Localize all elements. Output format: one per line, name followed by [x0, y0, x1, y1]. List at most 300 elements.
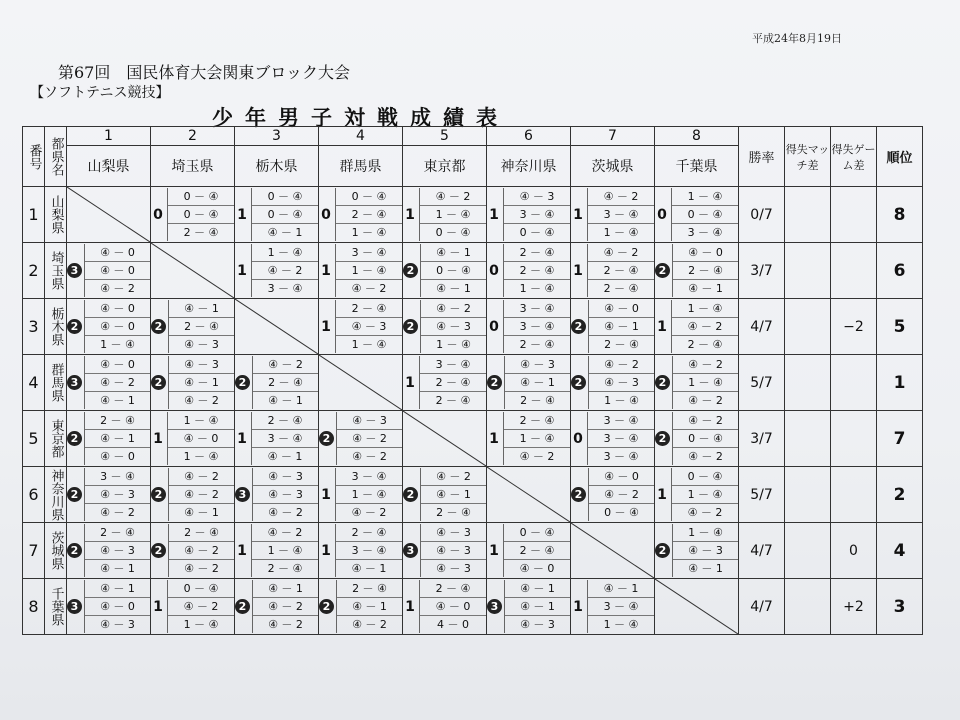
game-scores — [672, 356, 738, 409]
event-title: 第67回 国民体育大会関東ブロック大会 — [58, 63, 351, 82]
match-cell — [319, 467, 403, 523]
match-cell — [235, 187, 319, 243]
col-number: 5 — [403, 127, 487, 146]
game-diff-header: 得失ゲーム差 — [831, 127, 877, 187]
win-rate: 4/7 — [739, 579, 785, 635]
game-score: 3 － ④ — [504, 206, 570, 224]
match-wins-circled: 2 — [151, 543, 166, 558]
game-scores — [251, 524, 318, 577]
game-scores — [84, 356, 150, 409]
game-score: ④ － 1 — [85, 580, 150, 598]
match-wins-circled: 2 — [67, 543, 82, 558]
row-number: 5 — [23, 411, 45, 467]
game-diff: +2 — [831, 579, 877, 635]
col-number: 7 — [571, 127, 655, 146]
row-number: 4 — [23, 355, 45, 411]
game-score: 2 － ④ — [673, 262, 738, 280]
diagonal-line — [67, 187, 150, 242]
game-score: 2 － ④ — [687, 338, 723, 351]
match-cell — [487, 411, 571, 467]
rank: 2 — [877, 467, 923, 523]
sport-label: 【ソフトテニス競技】 — [30, 85, 170, 101]
game-diff — [831, 467, 877, 523]
match-wins: 1 — [237, 542, 247, 559]
game-score: 1 － ④ — [504, 430, 570, 448]
match-wins: 0 — [573, 430, 583, 447]
game-scores — [503, 412, 570, 465]
self-match-cell — [571, 523, 655, 579]
match-wins: 1 — [573, 598, 583, 615]
table-row — [23, 299, 923, 355]
game-score: 2 － ④ — [420, 580, 486, 598]
match-diff — [785, 355, 831, 411]
game-score: ④ － 2 — [352, 618, 387, 631]
match-wins: 1 — [237, 206, 247, 223]
game-score: ④ － 0 — [85, 356, 150, 374]
game-score: ④ － 2 — [169, 486, 234, 504]
game-score: 1 － ④ — [673, 374, 738, 392]
game-scores — [167, 412, 234, 465]
match-wins-circled: 2 — [655, 431, 670, 446]
game-score: 0 － ④ — [168, 188, 234, 206]
game-scores — [671, 188, 738, 241]
game-score: ④ － 2 — [589, 356, 654, 374]
match-wins-circled: 2 — [67, 431, 82, 446]
rank: 7 — [877, 411, 923, 467]
self-match-cell — [67, 187, 151, 243]
game-score: ④ － 1 — [253, 580, 318, 598]
match-wins: 1 — [321, 318, 331, 335]
match-cell — [571, 187, 655, 243]
game-score: 1 － ④ — [672, 300, 738, 318]
game-score: ④ － 0 — [100, 450, 135, 463]
self-match-cell — [151, 243, 235, 299]
match-wins-circled: 2 — [571, 319, 586, 334]
prefecture-header: 都県名 — [45, 127, 67, 187]
match-diff — [785, 187, 831, 243]
game-scores — [252, 468, 318, 521]
game-scores — [168, 524, 234, 577]
win-rate: 3/7 — [739, 411, 785, 467]
match-cell — [151, 299, 235, 355]
table-row — [23, 187, 923, 243]
game-score: 2 － ④ — [337, 580, 402, 598]
match-diff — [785, 411, 831, 467]
col-prefecture: 埼玉県 — [151, 146, 235, 187]
game-scores — [504, 356, 570, 409]
game-score: ④ － 1 — [421, 244, 486, 262]
game-scores — [336, 412, 402, 465]
self-match-cell — [655, 579, 739, 635]
match-wins-circled: 3 — [67, 375, 82, 390]
game-score: ④ － 2 — [420, 188, 486, 206]
game-scores — [504, 580, 570, 633]
game-scores — [84, 244, 150, 297]
game-scores — [168, 300, 234, 353]
game-scores — [671, 468, 738, 521]
match-cell — [655, 411, 739, 467]
game-score: ④ － 2 — [253, 356, 318, 374]
match-cell — [403, 579, 487, 635]
game-score: ④ － 2 — [673, 356, 738, 374]
match-wins-circled: 2 — [655, 543, 670, 558]
match-cell — [67, 579, 151, 635]
col-prefecture: 群馬県 — [319, 146, 403, 187]
match-cell — [487, 187, 571, 243]
results-body — [23, 187, 923, 635]
diagonal-line — [655, 579, 738, 634]
game-diff — [831, 355, 877, 411]
match-cell — [319, 187, 403, 243]
game-scores — [503, 188, 570, 241]
game-scores — [587, 412, 654, 465]
game-score: ④ － 0 — [589, 468, 654, 486]
game-score: ④ － 3 — [100, 618, 135, 631]
match-cell — [655, 467, 739, 523]
game-score: ④ － 2 — [672, 318, 738, 336]
match-wins-circled: 3 — [487, 599, 502, 614]
match-wins-circled: 2 — [403, 487, 418, 502]
match-wins: 1 — [573, 206, 583, 223]
game-score: ④ － 1 — [588, 580, 654, 598]
game-score: 2 － ④ — [420, 374, 486, 392]
match-cell — [151, 355, 235, 411]
game-score: 2 － ④ — [169, 524, 234, 542]
game-scores — [252, 580, 318, 633]
game-score: ④ － 2 — [351, 506, 387, 519]
match-cell — [67, 243, 151, 299]
game-score: 1 － ④ — [351, 338, 387, 351]
game-score: 3 － ④ — [252, 430, 318, 448]
match-cell — [67, 355, 151, 411]
game-score: ④ － 2 — [352, 450, 387, 463]
self-match-cell — [235, 299, 319, 355]
match-cell — [67, 299, 151, 355]
match-diff — [785, 579, 831, 635]
row-prefecture: 茨城県 — [45, 523, 67, 579]
game-score: ④ － 1 — [337, 598, 402, 616]
col-number: 1 — [67, 127, 151, 146]
match-cell — [655, 187, 739, 243]
match-wins-circled: 2 — [487, 375, 502, 390]
match-diff — [785, 523, 831, 579]
game-score: ④ － 2 — [421, 300, 486, 318]
game-score: 1 － ④ — [183, 450, 219, 463]
game-score: 0 － ④ — [504, 524, 570, 542]
win-rate-header: 勝率 — [739, 127, 785, 187]
game-score: 1 － ④ — [436, 338, 471, 351]
match-cell — [571, 411, 655, 467]
game-score: 2 － ④ — [336, 300, 402, 318]
game-score: 3 － ④ — [336, 542, 402, 560]
game-diff: 0 — [831, 523, 877, 579]
game-score: ④ － 3 — [169, 356, 234, 374]
game-score: 3 － ④ — [420, 356, 486, 374]
match-cell — [67, 523, 151, 579]
game-score: ④ － 1 — [100, 394, 135, 407]
game-diff: −2 — [831, 299, 877, 355]
game-score: 4 － 0 — [437, 618, 469, 631]
game-scores — [419, 356, 486, 409]
game-scores — [84, 412, 150, 465]
game-scores — [419, 580, 486, 633]
row-number: 1 — [23, 187, 45, 243]
self-match-cell — [403, 411, 487, 467]
game-scores — [251, 412, 318, 465]
game-score: 1 － ④ — [519, 282, 555, 295]
game-score: ④ － 2 — [169, 542, 234, 560]
match-cell — [319, 243, 403, 299]
match-wins-circled: 2 — [67, 487, 82, 502]
game-score: 2 － ④ — [252, 412, 318, 430]
results-table — [22, 126, 923, 635]
game-score: 2 － ④ — [435, 394, 471, 407]
match-wins: 1 — [657, 318, 667, 335]
game-score: ④ － 3 — [85, 542, 150, 560]
match-wins-circled: 2 — [655, 263, 670, 278]
table-row — [23, 523, 923, 579]
game-score: 0 － ④ — [336, 188, 402, 206]
match-wins-circled: 3 — [403, 543, 418, 558]
match-wins-circled: 3 — [67, 599, 82, 614]
match-cell — [151, 579, 235, 635]
match-wins-circled: 2 — [151, 375, 166, 390]
game-score: ④ － 3 — [184, 338, 219, 351]
match-wins-circled: 2 — [319, 599, 334, 614]
rank: 3 — [877, 579, 923, 635]
game-score: 3 － ④ — [603, 450, 639, 463]
game-scores — [420, 244, 486, 297]
game-score: ④ － 2 — [169, 468, 234, 486]
game-scores — [336, 580, 402, 633]
game-score: ④ － 2 — [337, 430, 402, 448]
game-score: 2 － ④ — [603, 282, 639, 295]
game-score: 0 － ④ — [168, 580, 234, 598]
win-rate: 3/7 — [739, 243, 785, 299]
col-prefecture: 山梨県 — [67, 146, 151, 187]
game-score: ④ － 1 — [436, 282, 471, 295]
game-score: 2 － ④ — [253, 374, 318, 392]
game-score: ④ － 0 — [85, 262, 150, 280]
match-cell — [235, 579, 319, 635]
row-prefecture: 千葉県 — [45, 579, 67, 635]
match-wins-circled: 3 — [235, 487, 250, 502]
match-wins-circled: 2 — [67, 319, 82, 334]
game-score: 2 － ④ — [336, 206, 402, 224]
game-score: 3 － ④ — [504, 300, 570, 318]
game-score: 1 － ④ — [351, 226, 387, 239]
game-score: 1 － ④ — [252, 542, 318, 560]
match-wins-circled: 2 — [319, 431, 334, 446]
match-wins-circled: 2 — [151, 487, 166, 502]
match-cell — [487, 355, 571, 411]
game-score: ④ － 1 — [351, 562, 387, 575]
match-wins-circled: 2 — [571, 375, 586, 390]
match-wins: 1 — [405, 374, 415, 391]
match-cell — [151, 523, 235, 579]
game-score: 1 － ④ — [672, 486, 738, 504]
match-diff-header: 得失マッチ差 — [785, 127, 831, 187]
match-wins-circled: 2 — [655, 375, 670, 390]
game-scores — [587, 244, 654, 297]
match-wins: 1 — [489, 206, 499, 223]
match-wins: 1 — [237, 430, 247, 447]
match-wins-circled: 2 — [151, 319, 166, 334]
match-wins: 1 — [237, 262, 247, 279]
match-cell — [235, 355, 319, 411]
game-score: 3 － ④ — [267, 282, 303, 295]
game-score: ④ － 1 — [505, 580, 570, 598]
row-prefecture: 山梨県 — [45, 187, 67, 243]
game-score: ④ － 3 — [436, 562, 471, 575]
game-score: 2 － ④ — [85, 412, 150, 430]
row-prefecture: 東京都 — [45, 411, 67, 467]
self-match-cell — [487, 467, 571, 523]
game-score: 1 － ④ — [420, 206, 486, 224]
match-cell — [319, 299, 403, 355]
game-score: ④ － 0 — [85, 318, 150, 336]
game-score: ④ － 3 — [520, 618, 555, 631]
col-prefecture: 東京都 — [403, 146, 487, 187]
game-score: ④ － 1 — [589, 318, 654, 336]
game-scores — [335, 188, 402, 241]
diagonal-line — [403, 411, 486, 466]
row-prefecture: 群馬県 — [45, 355, 67, 411]
table-row — [23, 355, 923, 411]
row-number: 7 — [23, 523, 45, 579]
game-score: 0 － ④ — [519, 226, 555, 239]
game-score: 2 － ④ — [169, 318, 234, 336]
game-score: 1 － ④ — [168, 412, 234, 430]
game-score: ④ － 0 — [85, 598, 150, 616]
game-score: ④ － 1 — [688, 282, 723, 295]
game-score: ④ － 2 — [100, 506, 135, 519]
match-wins-circled: 3 — [67, 263, 82, 278]
game-scores — [420, 524, 486, 577]
game-score: ④ － 2 — [168, 598, 234, 616]
game-score: ④ － 3 — [337, 412, 402, 430]
rank: 8 — [877, 187, 923, 243]
game-scores — [672, 244, 738, 297]
game-score: 3 － ④ — [588, 412, 654, 430]
game-score: 3 － ④ — [588, 206, 654, 224]
rank: 6 — [877, 243, 923, 299]
game-score: ④ － 2 — [589, 486, 654, 504]
game-scores — [167, 580, 234, 633]
match-wins-circled: 2 — [403, 263, 418, 278]
game-scores — [588, 468, 654, 521]
col-prefecture: 神奈川県 — [487, 146, 571, 187]
game-score: ④ － 0 — [420, 598, 486, 616]
game-diff — [831, 411, 877, 467]
match-wins-circled: 2 — [235, 375, 250, 390]
game-score: 0 － ④ — [421, 262, 486, 280]
match-cell — [319, 523, 403, 579]
game-score: 3 － ④ — [588, 430, 654, 448]
table-row — [23, 411, 923, 467]
game-scores — [84, 468, 150, 521]
game-score: ④ － 2 — [688, 450, 723, 463]
match-cell — [655, 299, 739, 355]
win-rate: 4/7 — [739, 299, 785, 355]
game-score: 1 － ④ — [183, 618, 219, 631]
match-cell — [403, 299, 487, 355]
match-cell — [403, 467, 487, 523]
win-rate: 4/7 — [739, 523, 785, 579]
game-score: ④ － 2 — [588, 188, 654, 206]
match-wins: 1 — [573, 262, 583, 279]
row-number: 2 — [23, 243, 45, 299]
game-score: 3 － ④ — [687, 226, 723, 239]
game-scores — [503, 244, 570, 297]
match-wins: 1 — [405, 206, 415, 223]
match-cell — [571, 243, 655, 299]
match-wins: 1 — [153, 430, 163, 447]
game-score: ④ － 3 — [421, 542, 486, 560]
game-score: 0 － ④ — [435, 226, 471, 239]
game-score: 2 － ④ — [504, 244, 570, 262]
match-cell — [655, 243, 739, 299]
match-wins: 0 — [321, 206, 331, 223]
match-wins: 1 — [489, 542, 499, 559]
game-score: ④ － 0 — [519, 562, 555, 575]
match-cell — [571, 579, 655, 635]
game-score: ④ － 1 — [268, 394, 303, 407]
game-score: ④ － 3 — [253, 486, 318, 504]
game-scores — [587, 188, 654, 241]
table-title: 少年男子対戦成績表 — [212, 105, 509, 130]
match-cell — [487, 299, 571, 355]
game-scores — [588, 300, 654, 353]
rank: 1 — [877, 355, 923, 411]
row-number: 3 — [23, 299, 45, 355]
rank: 4 — [877, 523, 923, 579]
game-score: ④ － 1 — [505, 598, 570, 616]
game-score: 2 － ④ — [504, 412, 570, 430]
game-score: 1 － ④ — [604, 394, 639, 407]
win-rate: 5/7 — [739, 355, 785, 411]
game-diff — [831, 187, 877, 243]
game-scores — [167, 188, 234, 241]
diagonal-line — [571, 523, 654, 578]
match-cell — [235, 523, 319, 579]
game-score: 2 － ④ — [504, 542, 570, 560]
match-cell — [403, 355, 487, 411]
game-score: 2 － ④ — [520, 394, 555, 407]
game-scores — [503, 300, 570, 353]
match-cell — [319, 579, 403, 635]
game-score: ④ － 2 — [253, 598, 318, 616]
match-wins: 1 — [321, 486, 331, 503]
match-wins: 0 — [153, 206, 163, 223]
game-score: 2 － ④ — [336, 524, 402, 542]
col-prefecture: 茨城県 — [571, 146, 655, 187]
game-score: 0 － ④ — [168, 206, 234, 224]
game-scores — [84, 524, 150, 577]
game-score: ④ － 1 — [169, 374, 234, 392]
game-score: 3 － ④ — [85, 468, 150, 486]
match-cell — [487, 523, 571, 579]
game-scores — [84, 580, 150, 633]
game-score: ④ － 2 — [673, 412, 738, 430]
row-prefecture: 神奈川県 — [45, 467, 67, 523]
game-score: ④ － 0 — [85, 300, 150, 318]
game-diff — [831, 243, 877, 299]
game-score: 1 － ④ — [100, 338, 135, 351]
table-row — [23, 467, 923, 523]
match-wins: 1 — [321, 542, 331, 559]
game-score: ④ － 1 — [169, 300, 234, 318]
